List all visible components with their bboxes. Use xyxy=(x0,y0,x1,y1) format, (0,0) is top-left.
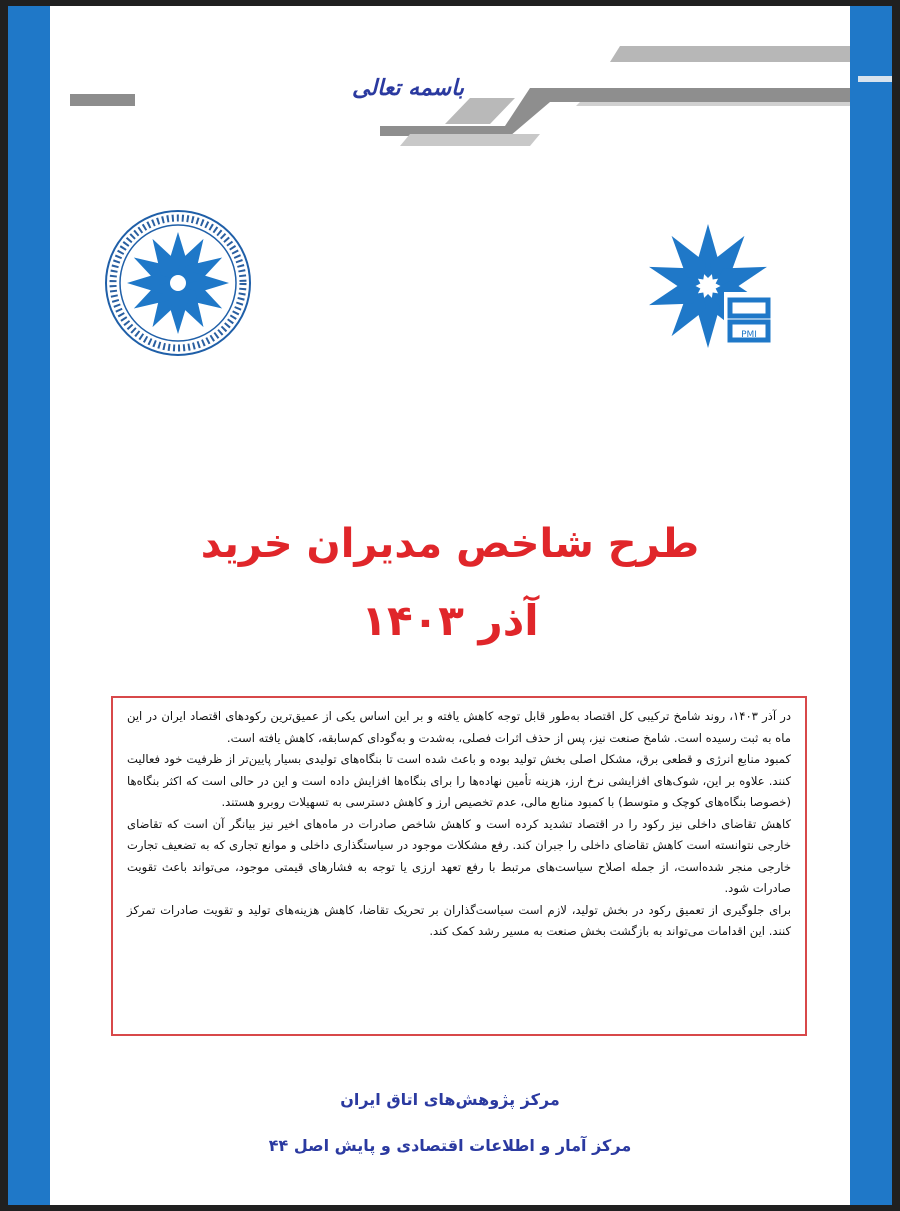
report-cover xyxy=(8,6,892,1205)
right-accent-bar xyxy=(850,6,892,1205)
chamber-seal-logo xyxy=(103,208,253,358)
report-date: آذر ۱۴۰۳ xyxy=(361,596,539,645)
footer-line-2: مرکز آمار و اطلاعات اقتصادی و پایش اصل ۴۴ xyxy=(268,1136,632,1155)
summary-paragraph: کمبود منابع انرژی و قطعی برق، مشکل اصلی بخش تولید بوده و باعث شده است تا بنگاه‌های تولیدی بسیار پایین‌تر از ظرفیت خود فعالیت کنند. علاوه بر این، شوک‌های افزایشی نرخ ارز، هزینه تأمین نهاده‌ها را برای بنگاه‌ها افزایش داده است و این در حالی است که اکثر بنگاه‌ها (خصوصا بنگاه‌های کوچک و متوسط) با کمبود منابع مالی، عدم تخصیص ارز و کاهش دسترسی به تسهیلات روبرو هستند. xyxy=(127,752,791,809)
header-banner-graphic xyxy=(50,46,850,156)
pmi-logo xyxy=(638,216,778,356)
summary-paragraph: برای جلوگیری از تعمیق رکود در بخش تولید، لازم است سیاست‌گذاران بر تحریک تقاضا، کاهش هزینه‌های تولید و تقویت صادرات تمرکز کنند. این اقدامات می‌تواند به بازگشت بخش صنعت به مسیر رشد کمک کند. xyxy=(127,902,791,938)
left-accent-bar xyxy=(8,6,50,1205)
summary-paragraph: کاهش تقاضای داخلی نیز رکود را در اقتصاد تشدید کرده است و کاهش شاخص صادرات در ماه‌های اخیر نیز بیانگر آن است که تقاضای خارجی نتوانسته است کاهش تقاضای داخلی را جبران کند. رفع مشکلات موجود در سیاستگذاری داخلی و موانع تجاری که به تضعیف تجارت خارجی منجر شده‌است، از جمله اصلاح سیاست‌های مرتبط با رفع تعهد ارزی یا توجه به فشارهای قیمتی موجود، می‌تواند باعث تقویت صادرات شود. xyxy=(127,816,791,895)
summary-paragraph: در آذر ۱۴۰۳، روند شامخ ترکیبی کل اقتصاد به‌طور قابل توجه کاهش یافته و بر این اساس یکی از عمیق‌ترین رکودهای اقتصاد ایران در این ماه به ثبت رسیده است. شامخ صنعت نیز، پس از حذف اثرات فصلی، به‌شدت و به‌گودای کم‌سابقه، کاهش یافته است. xyxy=(127,709,791,745)
pmi-small-text: PMI xyxy=(741,330,757,340)
report-title: طرح شاخص مدیران خرید xyxy=(200,521,700,567)
summary-box xyxy=(111,696,807,1036)
header-label: باسمه تعالی xyxy=(352,76,464,101)
footer-line-1: مرکز پژوهش‌های اتاق ایران xyxy=(340,1090,560,1109)
